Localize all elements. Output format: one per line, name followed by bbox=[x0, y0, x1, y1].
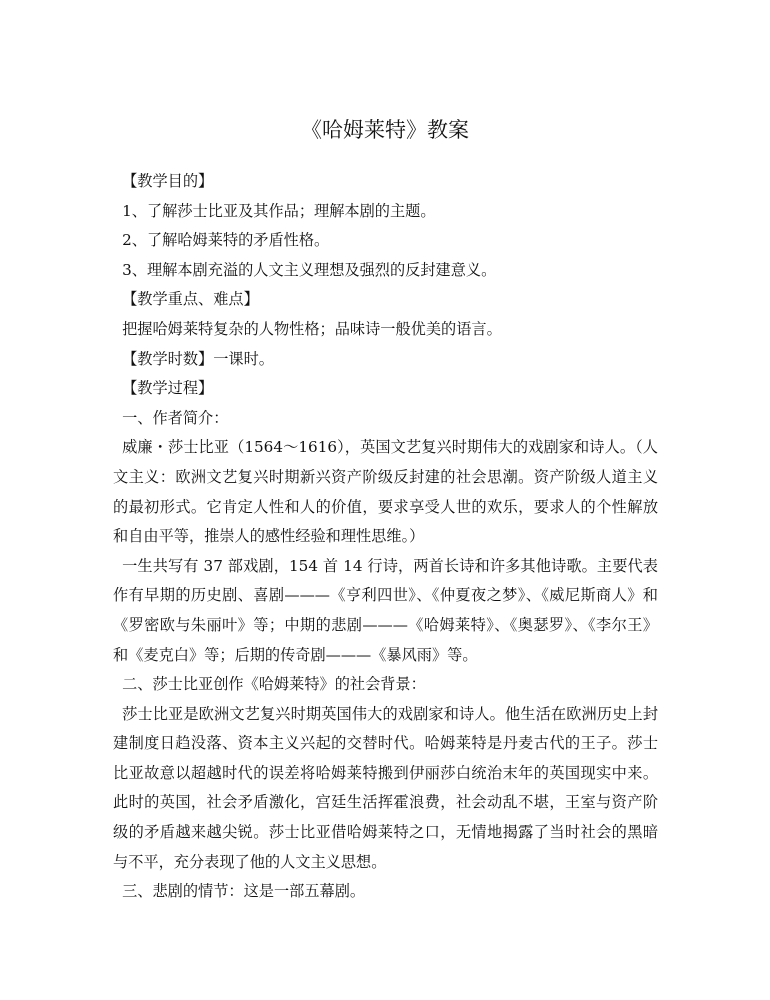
objective-item: 2、了解哈姆莱特的矛盾性格。 bbox=[122, 231, 330, 250]
objective-item: 1、了解莎士比亚及其作品；理解本剧的主题。 bbox=[122, 201, 436, 220]
objective-item: 3、理解本剧充溢的人文主义理想及强烈的反封建意义。 bbox=[122, 260, 497, 279]
section-heading-process: 【教学过程】 bbox=[122, 379, 214, 398]
subheading-author: 一、作者简介： bbox=[122, 408, 229, 427]
subheading-background: 二、莎士比亚创作《哈姆莱特》的社会背景： bbox=[122, 675, 426, 694]
document-body bbox=[113, 167, 658, 907]
author-paragraph: 威廉・莎士比亚（1564～1616），英国文艺复兴时期伟大的戏剧家和诗人。（人文主义：欧洲文艺复兴时期新兴资产阶级反封建的社会思潮。资产阶级人道主义的最初形式。它肯定人性和人的价值，要求享受人世的欢乐，要求人的个性解放和自由平等，推崇人的感性经验和理性思维。） bbox=[113, 438, 658, 546]
works-paragraph: 一生共写有 37 部戏剧，154 首 14 行诗，两首长诗和许多其他诗歌。主要代表作有早期的历史剧、喜剧———《亨利四世》、《仲夏夜之梦》、《威尼斯商人》和《罗密欧与朱丽叶》等；中期的悲剧———《哈姆莱特》、《奥瑟罗》、《李尔王》和《麦克白》等；后期的传奇剧———《暴风雨》等。 bbox=[113, 556, 658, 664]
section-heading-objectives: 【教学目的】 bbox=[122, 172, 214, 190]
key-points-text: 把握哈姆莱特复杂的人物性格；品味诗一般优美的语言。 bbox=[122, 319, 502, 338]
section-heading-hours: 【教学时数】一课时。 bbox=[122, 349, 274, 368]
section-heading-key-points: 【教学重点、难点】 bbox=[122, 290, 259, 309]
background-paragraph: 莎士比亚是欧洲文艺复兴时期英国伟大的戏剧家和诗人。他生活在欧洲历史上封建制度日趋没落、资本主义兴起的交替时代。哈姆莱特是丹麦古代的王子。莎士比亚故意以超越时代的误差将哈姆莱特搬到伊丽莎白统治末年的英国现实中来。此时的英国，社会矛盾激化，宫廷生活挥霍浪费，社会动乱不堪，王室与资产阶级的矛盾越来越尖锐。莎士比亚借哈姆莱特之口，无情地揭露了当时社会的黑暗与不平，充分表现了他的人文主义思想。 bbox=[113, 704, 658, 871]
document-title: 《哈姆莱特》教案 bbox=[301, 118, 469, 142]
subheading-plot: 三、悲剧的情节：这是一部五幕剧。 bbox=[122, 882, 366, 901]
